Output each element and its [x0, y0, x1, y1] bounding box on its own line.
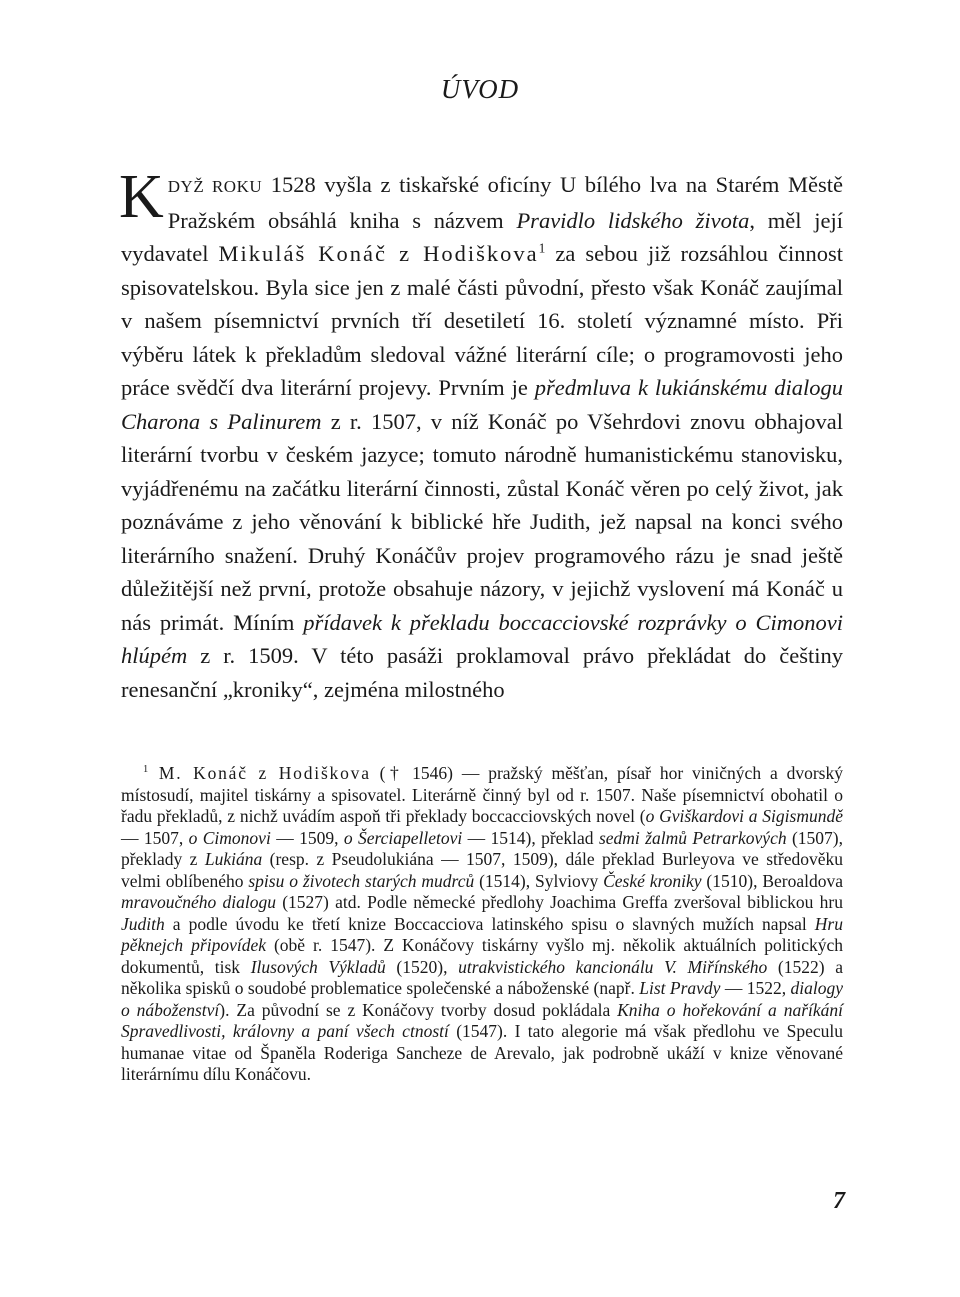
work-title-italic: přídavek k překladu boccacciovské rozprávky o Cimonovi hlúpém — [121, 609, 843, 668]
text-run: — 1522, — [720, 978, 791, 998]
footnotes — [121, 763, 843, 1086]
text-run: (1522) a několika spisků o soudobé problematice společenské a náboženské (např. — [121, 956, 843, 998]
italic-run: o Gviškardovi a Sigismundě — [645, 806, 843, 826]
footnote-marker: 1 — [143, 764, 149, 776]
text-run: , měl její vydavatel — [121, 207, 844, 266]
italic-run: List Pravdy — [639, 978, 721, 998]
page-number: 7 — [833, 1188, 845, 1214]
italic-run: Judith — [121, 913, 165, 934]
text-run: (1514), Sylviovy — [474, 870, 604, 891]
italic-run: sedmi žalmů Petrarkových — [598, 827, 787, 848]
text-run: (obě r. 1547). Z Konáčovy tiskárny vyšlo mj. několik aktuálních politických dokumentů, tisk — [121, 935, 843, 977]
text-run: — 1514), překlad — [462, 827, 599, 848]
italic-run: Hru pěknejch připovídek — [121, 913, 843, 955]
text-run: 1528 vyšla z tiskařské oficíny U bílého lva na Starém Městě Pražském obsáhlá kniha s názvem — [167, 172, 844, 233]
opening-words: DYŽ ROKU — [167, 177, 263, 196]
text-run: — 1507, — [121, 827, 189, 848]
book-title-italic: Pravidlo lidského života — [516, 207, 750, 233]
main-paragraph — [119, 163, 844, 706]
footnote-name: M. Konáč z Hodiškova — [148, 763, 371, 783]
text-run: ). Za původní se z Konáčovy tvorby dosud pokládala — [219, 999, 618, 1020]
italic-run: dialogy o náboženství — [121, 978, 843, 1020]
italic-run: Kniha o hořekování a naříkání Spravedlivosti, královny a paní všech ctností — [121, 999, 843, 1041]
footnote-ref: 1 — [538, 240, 546, 256]
italic-run: o Šerciapelletovi — [343, 827, 463, 848]
text-run: († 1546) — pražský měšťan, písař hor viničných a dvorský místosudí, majitel tiskárny a spisovatel. Literárně činný byl od r. 1507. Naše písemnictví obohatil o řadu překladů, z nichž uvádím aspoň tři překlady boccacciovských novel ( — [121, 763, 843, 826]
text-run: za sebou již rozsáhlou činnost spisovatelskou. Byla sice jen z malé části původní, přesto však Konáč zaujímal v našem písemnictví prvních tří desetiletí 16. století významné místo. Při výběru látek k překladům sledoval vážné literární cíle; o programovosti jeho práce svědčí dva literární projevy. Prvním je — [121, 241, 843, 400]
italic-run: mravoučného dialogu — [121, 892, 276, 912]
text-run: z r. 1507, v níž Konáč po Všehrdovi znovu obhajoval literární tvorbu v českém jazyce; tomuto národně humanistickému stanovisku, vyjádřenému na začátku literární činnosti, zůstal Konáč věren po celý život, jak poznáváme z jeho věnování k biblické hře Judith, jež napsal na konci svého literárního snažení. Druhý Konáčův projev programového rázu je snad ještě důležitější než první, protože obsahuje názory, v jejichž vyslovení má Konáč u nás primát. Míním — [121, 408, 843, 635]
text-run: (1520), — [385, 956, 459, 977]
author-name: Mikuláš Konáč z Hodiškova — [218, 241, 539, 266]
italic-run: Lukiána — [204, 849, 263, 869]
italic-run: spisu o životech starých mudrců — [248, 870, 475, 891]
text-run: (1527) atd. Podle německé předlohy Joachima Greffa zveršoval biblickou hru — [275, 892, 843, 912]
text-run: a podle úvodu ke třetí knize Boccacciova latinského spisu o slavných mužích napsal — [164, 913, 815, 934]
work-title-italic: předmluva k lukiánskému dialogu Charona s Palinurem — [121, 375, 844, 434]
italic-run: České kroniky — [603, 870, 702, 891]
chapter-title: ÚVOD — [440, 74, 520, 104]
text-run: — 1509, — [270, 827, 344, 848]
italic-run: Ilusových Výkladů — [250, 956, 386, 977]
text-run: z r. 1509. V této pasáži proklamoval právo překládat do češtiny renesanční „kroniky“, zejména milostného — [121, 643, 843, 702]
text-run: (resp. z Pseudolukiána — 1507, 1509), dále překlad Burleyova ve středověku velmi oblíbeného — [121, 849, 843, 891]
drop-cap: K — [119, 163, 164, 231]
main-text — [119, 163, 844, 706]
text-run: (1507), překlady z — [121, 827, 843, 869]
text-run: (1510), Beroaldova — [701, 870, 843, 891]
text-run: (1547). I tato alegorie má však předlohu ve Speculu humanae vitae od Španěla Roderiga Sancheze de Arevalo, jak podrobně ukáží v knize věnované literárnímu dílu Konáčovu. — [121, 1021, 844, 1084]
italic-run: o Cimonovi — [188, 827, 271, 848]
italic-run: utrakvistického kancionálu V. Miřínského — [458, 956, 768, 977]
footnote — [121, 763, 843, 1086]
